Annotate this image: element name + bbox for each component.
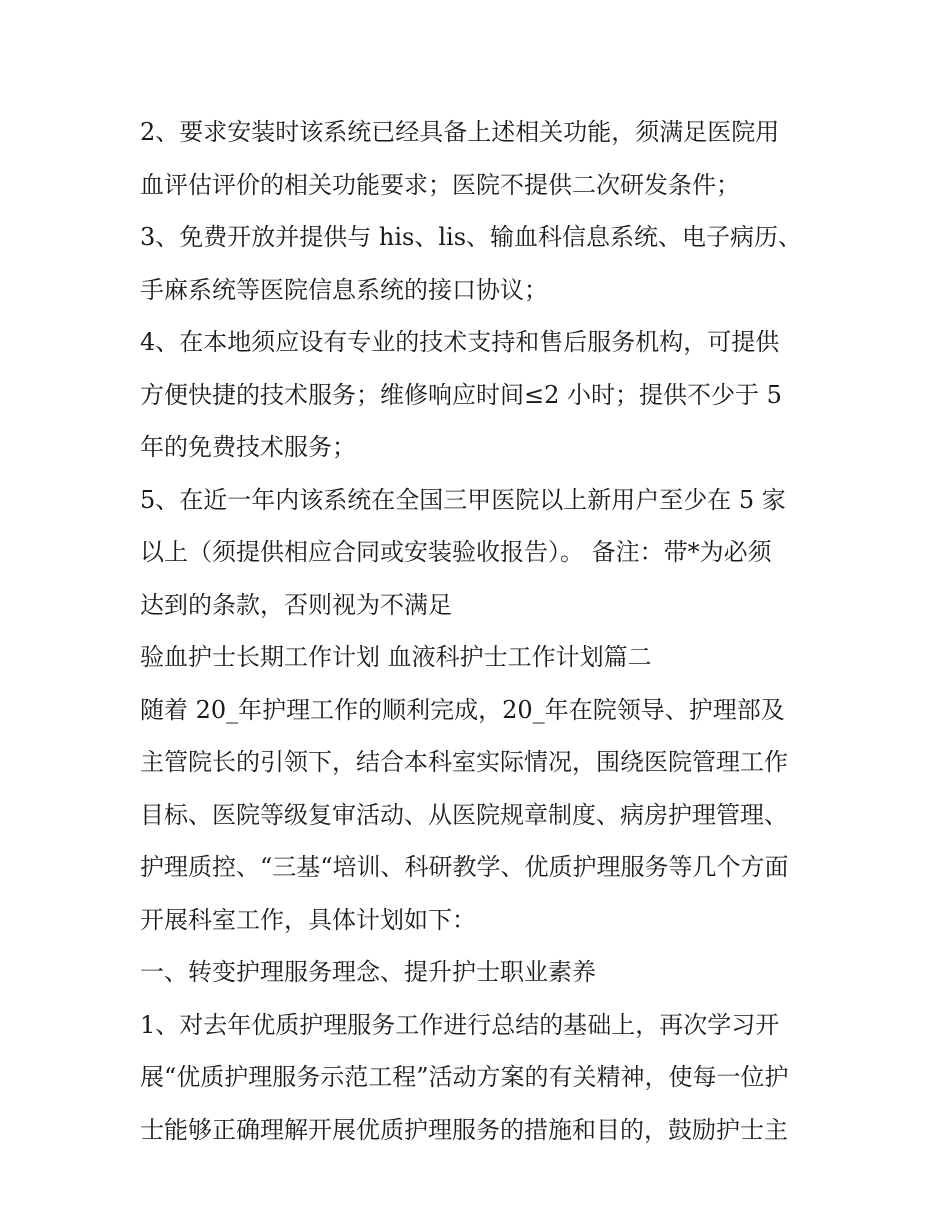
text-line: 年的免费技术服务；	[140, 433, 356, 461]
text-line: 目标、医院等级复审活动、从医院规章制度、病房护理管理、	[140, 800, 788, 829]
document-body	[140, 106, 830, 1156]
text-line: 手麻系统等医院信息系统的接口协议；	[140, 275, 548, 304]
text-line: 开展科室工作，具体计划如下：	[140, 905, 476, 934]
text-line: 4、在本地须应设有专业的技术支持和售后服务机构，可提供	[140, 328, 780, 356]
text-line: 主管院长的引领下，结合本科室实际情况，围绕医院管理工作	[140, 748, 788, 776]
text-line: 护理质控、“三基“培训、科研教学、优质护理服务等几个方面	[140, 853, 789, 881]
text-line: 展“优质护理服务示范工程”活动方案的有关精神，使每一位护	[140, 1063, 789, 1091]
text-line: 1、对去年优质护理服务工作进行总结的基础上，再次学习开	[140, 1010, 780, 1039]
text-line: 士能够正确理解开展优质护理服务的措施和目的，鼓励护士主	[140, 1115, 788, 1144]
text-line: 5、在近一年内该系统在全国三甲医院以上新用户至少在 5 家	[140, 485, 786, 514]
section-heading: 一、转变护理服务理念、提升护士职业素养	[140, 958, 596, 986]
text-line: 达到的条款，否则视为不满足	[140, 590, 452, 619]
section-heading: 验血护士长期工作计划 血液科护士工作计划篇二	[140, 643, 652, 671]
text-line: 以上（须提供相应合同或安装验收报告）。 备注：带*为必须	[140, 538, 772, 566]
text-line: 方便快捷的技术服务；维修响应时间≤2 小时；提供不少于 5	[140, 380, 782, 409]
text-line: 2、要求安装时该系统已经具备上述相关功能，须满足医院用	[140, 118, 780, 146]
text-line: 随着 20_年护理工作的顺利完成，20_年在院领导、护理部及	[140, 695, 785, 724]
text-line: 血评估评价的相关功能要求；医院不提供二次研发条件；	[140, 170, 740, 199]
text-line: 3、免费开放并提供与 his、lis、输血科信息系统、电子病历、	[140, 223, 803, 251]
